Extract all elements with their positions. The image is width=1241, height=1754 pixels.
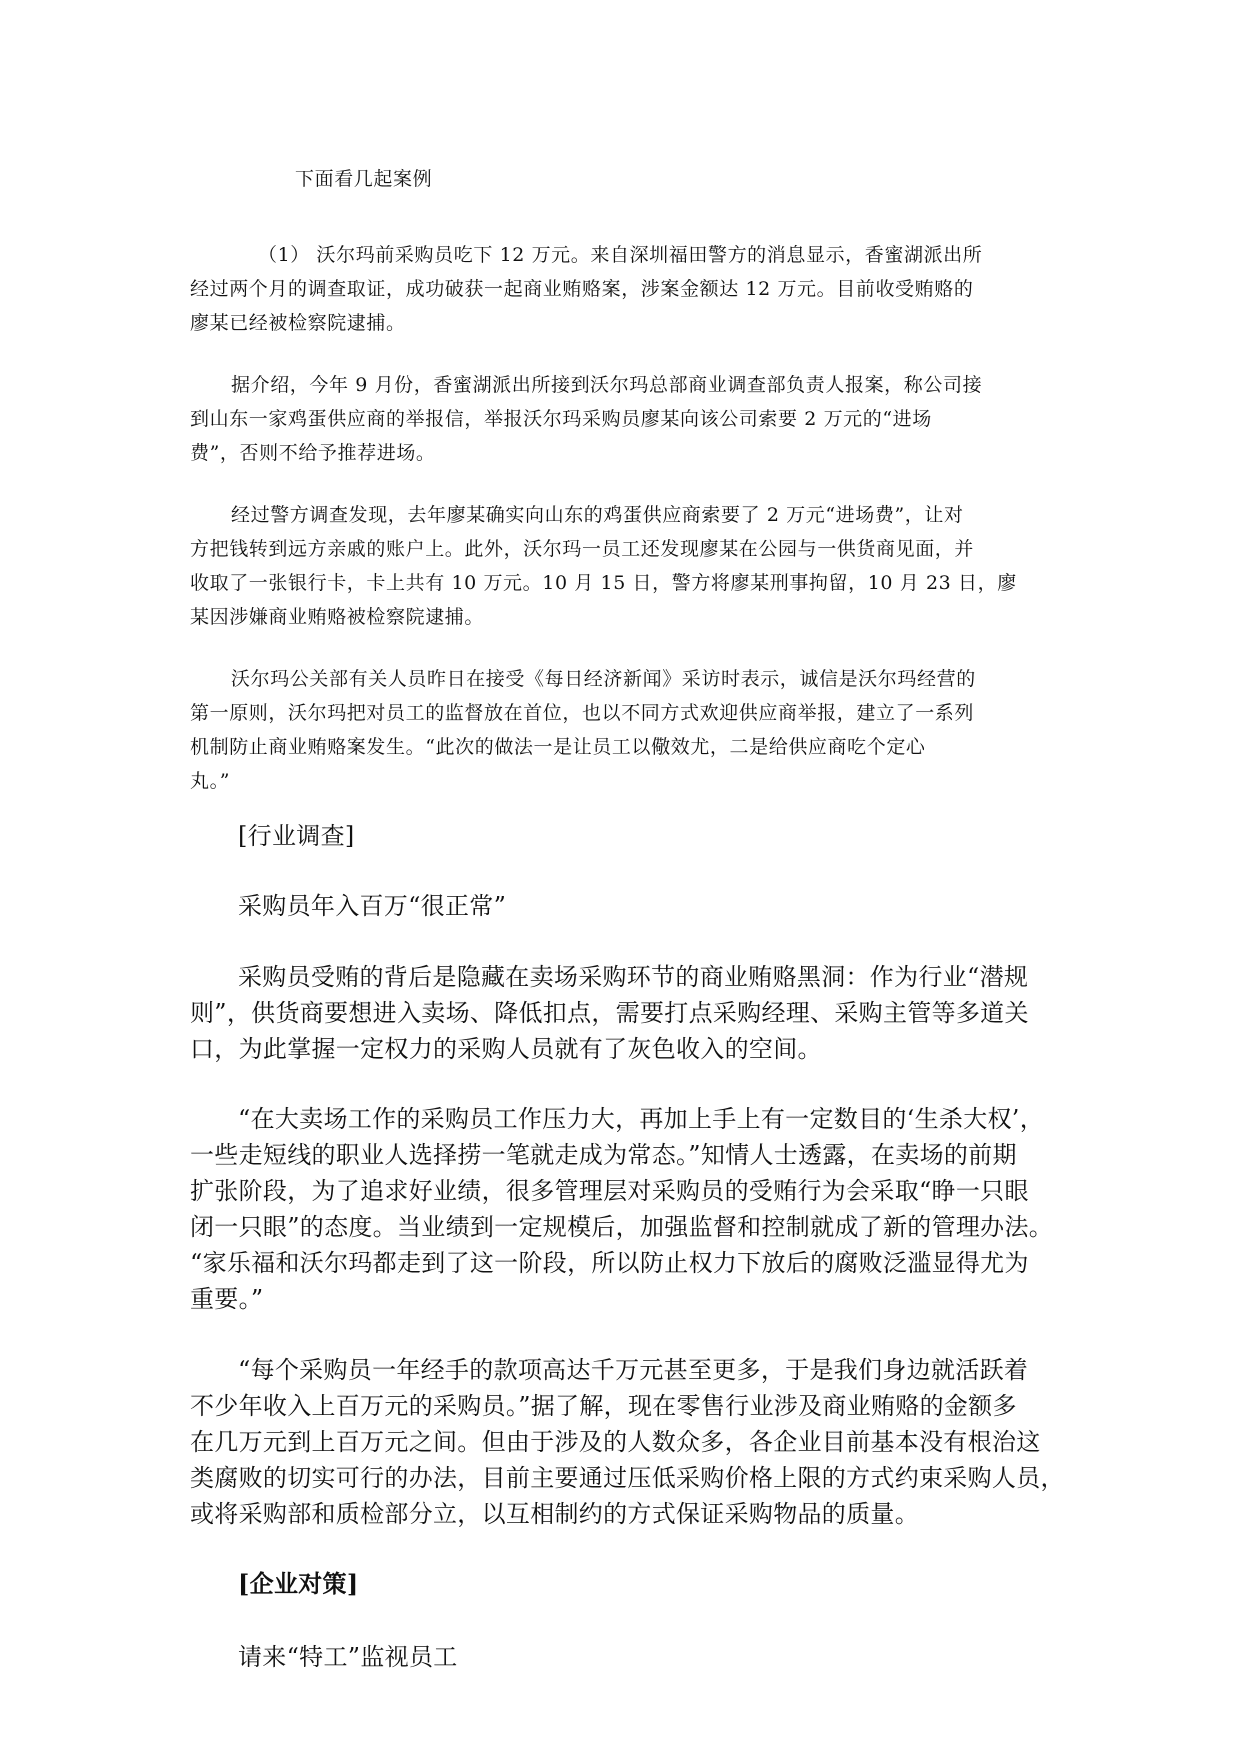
paragraph-line: 不少年收入上百万元的采购员。”据了解，现在零售行业涉及商业贿赂的金额多 — [190, 1392, 1017, 1420]
paragraph-line: 类腐败的切实可行的办法，目前主要通过压低采购价格上限的方式约束采购人员， — [190, 1464, 1065, 1492]
paragraph-line: 丸。” — [190, 770, 231, 792]
paragraph-line: “每个采购员一年经手的款项高达千万元甚至更多，于是我们身边就活跃着 — [238, 1356, 1029, 1384]
paragraph-line: 口，为此掌握一定权力的采购人员就有了灰色收入的空间。 — [190, 1035, 822, 1063]
paragraph-line: 方把钱转到远方亲戚的账户上。此外，沃尔玛一员工还发现廖某在公园与一供货商见面，并 — [190, 538, 975, 560]
paragraph-line: 第一原则，沃尔玛把对员工的监督放在首位，也以不同方式欢迎供应商举报，建立了一系列 — [190, 702, 975, 724]
paragraph-line: 沃尔玛公关部有关人员昨日在接受《每日经济新闻》采访时表示，诚信是沃尔玛经营的 — [231, 668, 976, 690]
paragraph-line: 在几万元到上百万元之间。但由于涉及的人数众多，各企业目前基本没有根治这 — [190, 1428, 1041, 1456]
intro-line: 下面看几起案例 — [295, 168, 433, 190]
paragraph-line: 某因涉嫌商业贿赂被检察院逮捕。 — [190, 606, 485, 628]
paragraph-line: 到山东一家鸡蛋供应商的举报信，举报沃尔玛采购员廖某向该公司索要 2 万元的“进场 — [190, 408, 932, 430]
paragraph-line: 采购员受贿的背后是隐藏在卖场采购环节的商业贿赂黑洞：作为行业“潜规 — [238, 963, 1029, 991]
section-heading-enterprise-countermeasures: [企业对策] — [238, 1569, 359, 1598]
paragraph-line: 经过两个月的调查取证，成功破获一起商业贿赂案，涉案金额达 12 万元。目前收受贿赂的 — [190, 278, 974, 300]
paragraph-line: 或将采购部和质检部分立，以互相制约的方式保证采购物品的质量。 — [190, 1500, 919, 1528]
paragraph-line: “在大卖场工作的采购员工作压力大，再加上手上有一定数目的‘生杀大权’， — [238, 1105, 1045, 1133]
paragraph-line: 一些走短线的职业人选择捞一笔就走成为常态。”知情人士透露，在卖场的前期 — [190, 1141, 1017, 1169]
paragraph-line: “家乐福和沃尔玛都走到了这一阶段，所以防止权力下放后的腐败泛滥显得尤为 — [190, 1249, 1029, 1277]
section-heading-industry-survey: [行业调查] — [238, 822, 355, 850]
paragraph-line: 据介绍，今年 9 月份，香蜜湖派出所接到沃尔玛总部商业调查部负责人报案，称公司接 — [231, 374, 983, 396]
paragraph-line: 机制防止商业贿赂案发生。“此次的做法一是让员工以儆效尤，二是给供应商吃个定心 — [190, 736, 926, 758]
paragraph-line: 廖某已经被检察院逮捕。 — [190, 312, 406, 334]
paragraph-line: 经过警方调查发现，去年廖某确实向山东的鸡蛋供应商索要了 2 万元“进场费”，让对 — [231, 504, 964, 526]
paragraph-line: 闭一只眼”的态度。当业绩到一定规模后，加强监督和控制就成了新的管理办法。 — [190, 1213, 1054, 1241]
paragraph-line: 则”，供货商要想进入卖场、降低扣点，需要打点采购经理、采购主管等多道关 — [190, 999, 1029, 1027]
paragraph-line: 收取了一张银行卡，卡上共有 10 万元。10 月 15 日，警方将廖某刑事拘留，10 月 23 日，廖 — [190, 572, 1017, 594]
paragraph-line: 扩张阶段，为了追求好业绩，很多管理层对采购员的受贿行为会采取“睁一只眼 — [190, 1177, 1029, 1205]
paragraph-line: 费”，否则不给予推荐进场。 — [190, 442, 436, 464]
paragraph-line: 重要。” — [190, 1285, 264, 1313]
section-subheading: 请来“特工”监视员工 — [238, 1643, 458, 1671]
section-subheading: 采购员年入百万“很正常” — [238, 892, 507, 920]
paragraph-line: （1） 沃尔玛前采购员吃下 12 万元。来自深圳福田警方的消息显示，香蜜湖派出所 — [258, 244, 983, 266]
